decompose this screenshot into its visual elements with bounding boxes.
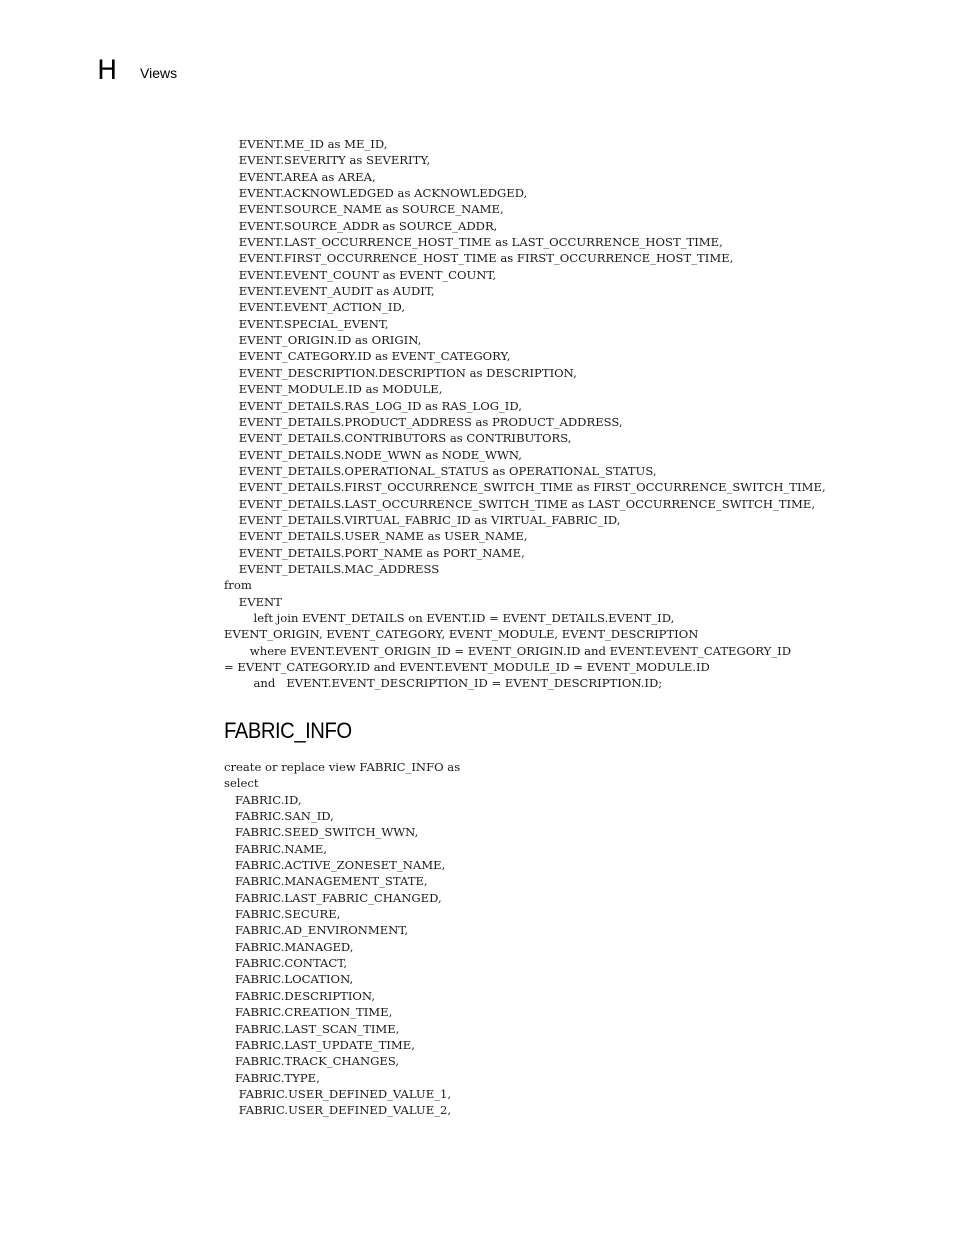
appendix-letter: H (97, 55, 118, 86)
code-line: EVENT.AREA as AREA, (224, 169, 376, 184)
code-line: and EVENT.EVENT_DESCRIPTION_ID = EVENT_DESCRIPTION.ID; (224, 676, 663, 691)
code-line: create or replace view FABRIC_INFO as (224, 760, 461, 774)
code-line: FABRIC.MANAGED, (224, 939, 354, 954)
code-line: EVENT.LAST_OCCURRENCE_HOST_TIME as LAST_OCCURRENCE_HOST_TIME, (224, 235, 723, 250)
code-line: FABRIC.SECURE, (224, 907, 341, 922)
code-line: EVENT_DETAILS.MAC_ADDRESS (224, 561, 440, 576)
fabric-info-sql-block (224, 759, 460, 1119)
code-line: left join EVENT_DETAILS on EVENT.ID = EVENT_DETAILS.EVENT_ID, (224, 610, 675, 625)
code-line: FABRIC.TYPE, (224, 1070, 320, 1085)
code-line: EVENT_DETAILS.NODE_WWN as NODE_WWN, (224, 447, 522, 462)
code-line: EVENT_DETAILS.FIRST_OCCURRENCE_SWITCH_TIME as FIRST_OCCURRENCE_SWITCH_TIME, (224, 480, 826, 495)
code-line: select (224, 776, 259, 791)
code-line: EVENT_ORIGIN.ID as ORIGIN, (224, 333, 422, 348)
code-line: FABRIC.AD_ENVIRONMENT, (224, 923, 409, 938)
code-line: EVENT_DETAILS.OPERATIONAL_STATUS as OPERATIONAL_STATUS, (224, 463, 657, 478)
code-line: FABRIC.CREATION_TIME, (224, 1005, 393, 1020)
code-line: FABRIC.CONTACT, (224, 956, 348, 971)
code-line: FABRIC.ACTIVE_ZONESET_NAME, (224, 858, 446, 873)
code-line: FABRIC.MANAGEMENT_STATE, (224, 874, 428, 889)
code-line: EVENT_DETAILS.USER_NAME as USER_NAME, (224, 529, 528, 544)
code-line: FABRIC.USER_DEFINED_VALUE_2, (224, 1103, 452, 1118)
code-line: EVENT.EVENT_AUDIT as AUDIT, (224, 284, 435, 299)
fabric-info-heading: FABRIC_INFO (224, 718, 352, 743)
code-line: EVENT_MODULE.ID as MODULE, (224, 382, 443, 397)
code-line: EVENT.SPECIAL_EVENT, (224, 316, 389, 331)
code-line: EVENT_DESCRIPTION.DESCRIPTION as DESCRIPTION, (224, 365, 577, 380)
event-view-sql-block (224, 136, 826, 692)
code-line: EVENT.SOURCE_ADDR as SOURCE_ADDR, (224, 218, 498, 233)
code-line: FABRIC.SAN_ID, (224, 809, 334, 824)
code-line: EVENT_DETAILS.PORT_NAME as PORT_NAME, (224, 545, 525, 560)
code-line: FABRIC.LAST_UPDATE_TIME, (224, 1037, 415, 1052)
code-line: EVENT_DETAILS.PRODUCT_ADDRESS as PRODUCT_ADDRESS, (224, 414, 623, 429)
code-line: EVENT.ACKNOWLEDGED as ACKNOWLEDGED, (224, 186, 528, 201)
code-line: FABRIC.TRACK_CHANGES, (224, 1054, 400, 1069)
code-line: FABRIC.LAST_FABRIC_CHANGED, (224, 890, 442, 905)
code-line: FABRIC.SEED_SWITCH_WWN, (224, 825, 419, 840)
code-line: FABRIC.USER_DEFINED_VALUE_1, (224, 1086, 452, 1101)
code-line: FABRIC.LAST_SCAN_TIME, (224, 1021, 400, 1036)
code-line: EVENT.SOURCE_NAME as SOURCE_NAME, (224, 202, 504, 217)
code-line: EVENT.EVENT_ACTION_ID, (224, 300, 406, 315)
code-line: EVENT.ME_ID as ME_ID, (224, 137, 388, 151)
running-header-title: Views (140, 65, 178, 81)
code-line: where EVENT.EVENT_ORIGIN_ID = EVENT_ORIGIN.ID and EVENT.EVENT_CATEGORY_ID (224, 643, 791, 658)
code-line: EVENT_DETAILS.VIRTUAL_FABRIC_ID as VIRTUAL_FABRIC_ID, (224, 512, 621, 527)
code-line: EVENT (224, 594, 282, 609)
code-line: EVENT_DETAILS.LAST_OCCURRENCE_SWITCH_TIME as LAST_OCCURRENCE_SWITCH_TIME, (224, 496, 816, 511)
code-line: EVENT_DETAILS.CONTRIBUTORS as CONTRIBUTORS, (224, 431, 572, 446)
code-line: EVENT_DETAILS.RAS_LOG_ID as RAS_LOG_ID, (224, 398, 522, 413)
code-line: FABRIC.LOCATION, (224, 972, 354, 987)
code-line: EVENT.FIRST_OCCURRENCE_HOST_TIME as FIRST_OCCURRENCE_HOST_TIME, (224, 251, 734, 266)
code-line: FABRIC.DESCRIPTION, (224, 988, 376, 1003)
code-line: EVENT.EVENT_COUNT as EVENT_COUNT, (224, 267, 497, 282)
code-line: FABRIC.NAME, (224, 841, 327, 856)
code-line: = EVENT_CATEGORY.ID and EVENT.EVENT_MODULE_ID = EVENT_MODULE.ID (224, 660, 710, 674)
code-line: EVENT_ORIGIN, EVENT_CATEGORY, EVENT_MODULE, EVENT_DESCRIPTION (224, 627, 699, 642)
code-line: FABRIC.ID, (224, 792, 302, 807)
code-line: from (224, 578, 252, 593)
code-line: EVENT.SEVERITY as SEVERITY, (224, 153, 431, 168)
code-line: EVENT_CATEGORY.ID as EVENT_CATEGORY, (224, 349, 511, 364)
